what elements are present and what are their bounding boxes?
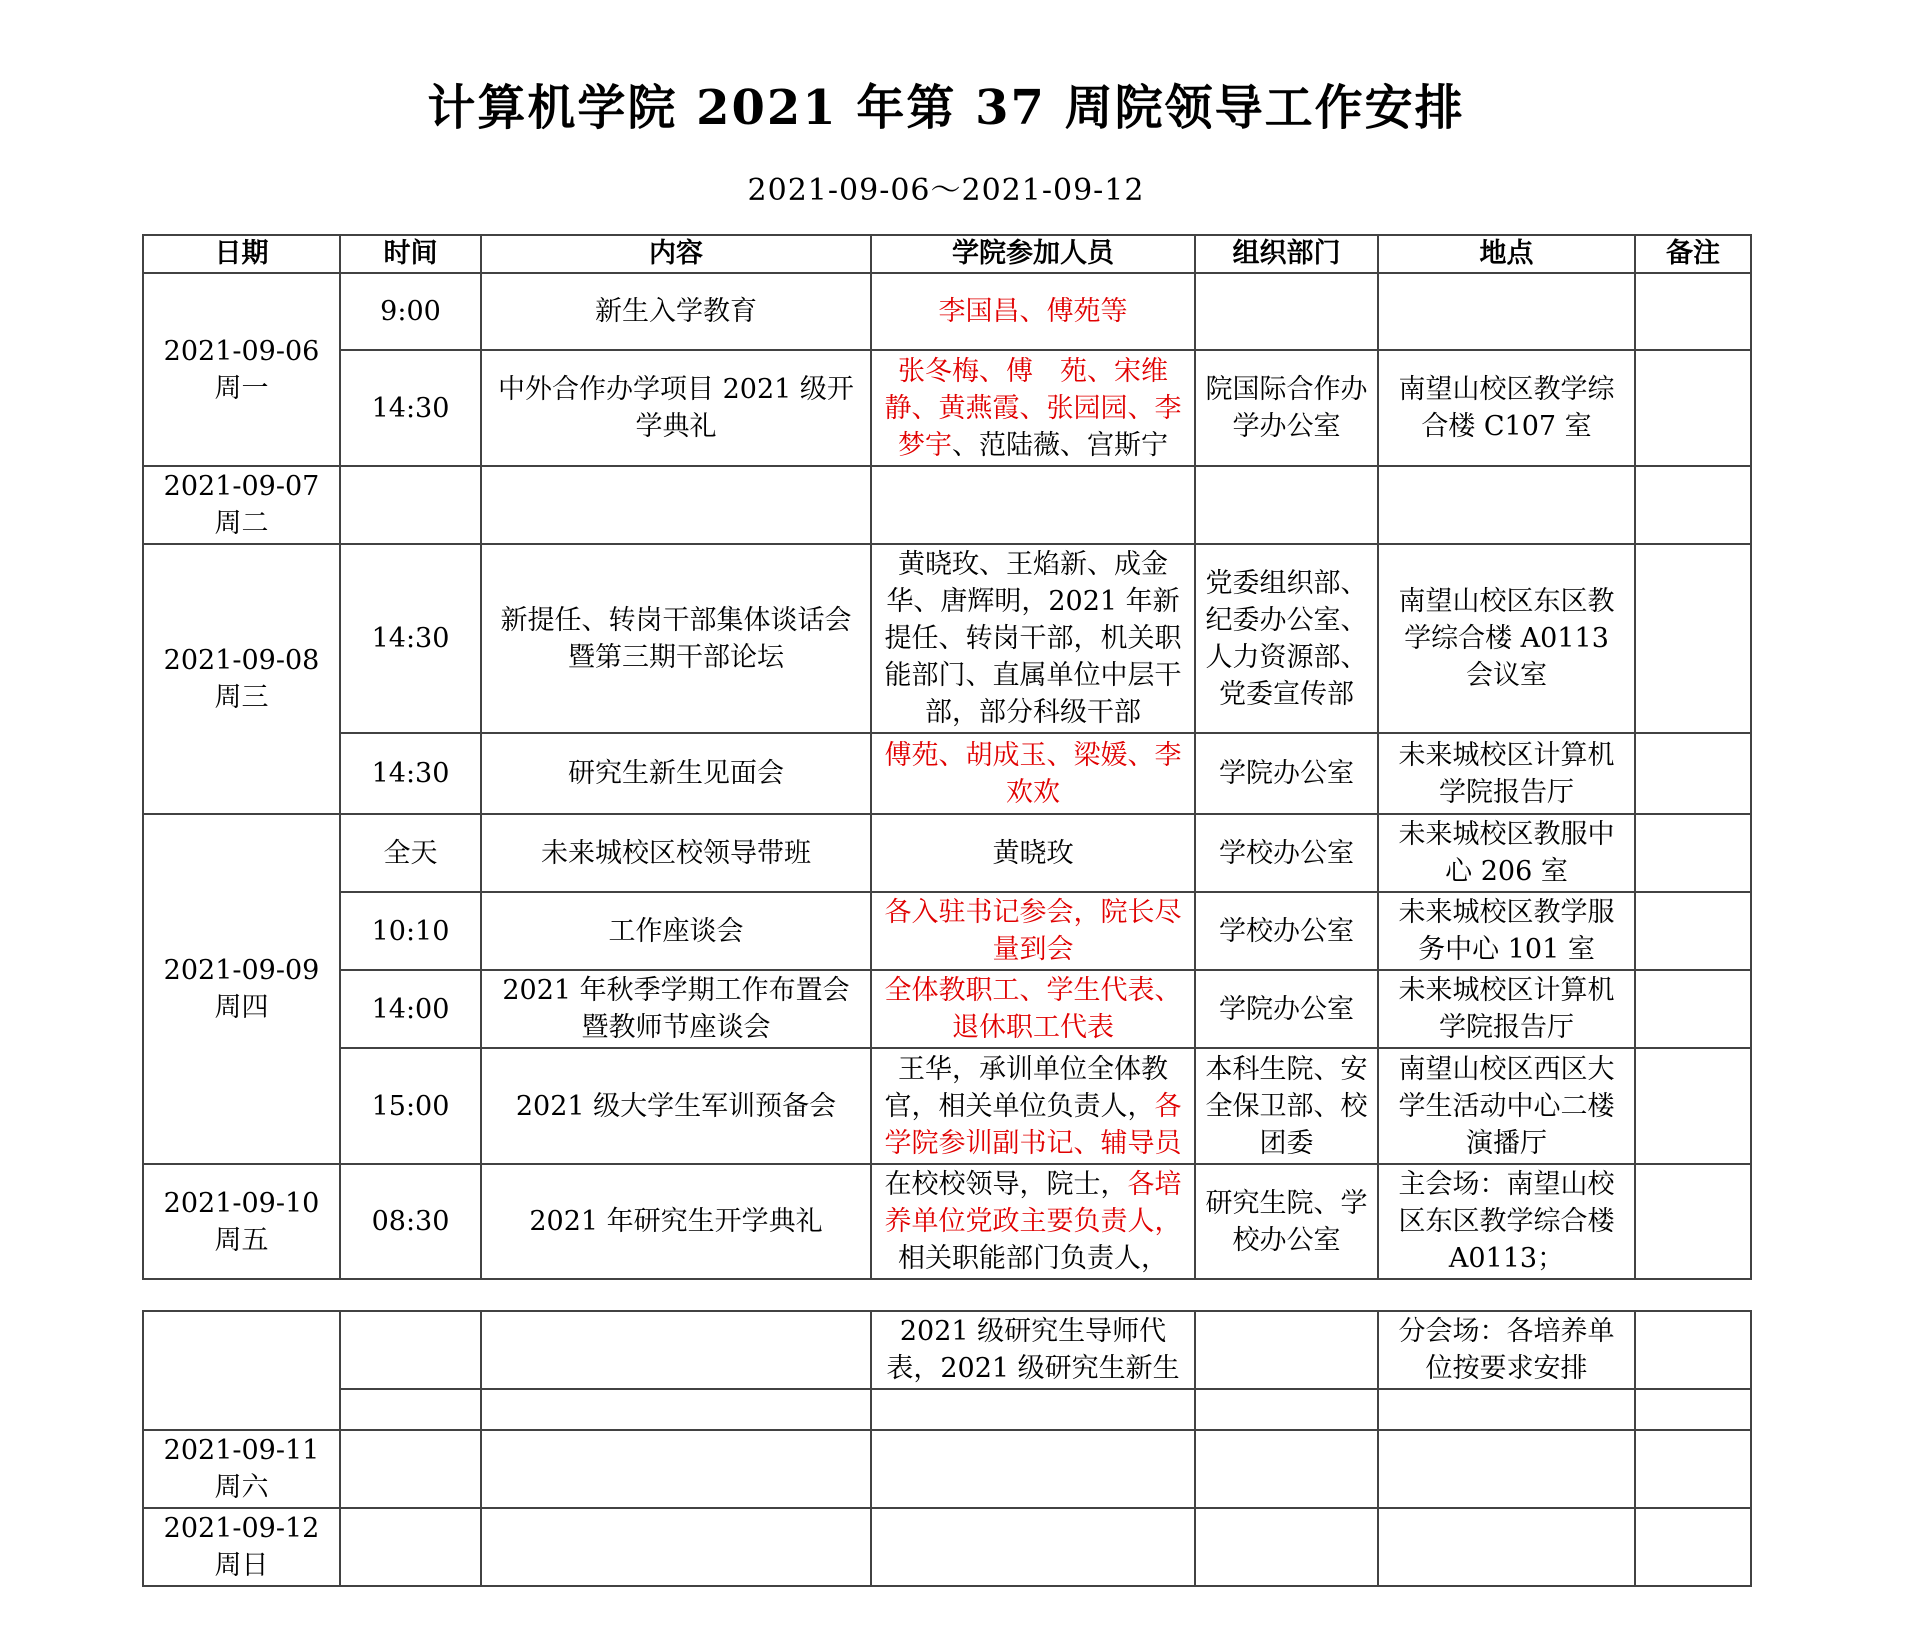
remark-cell [1635,1048,1751,1164]
location-cell: 未来城校区计算机学院报告厅 [1378,733,1635,814]
column-header: 内容 [481,235,871,273]
schedule-row [143,1508,1751,1586]
org-cell: 学院办公室 [1195,970,1378,1048]
location-cell [1378,1508,1635,1586]
org-cell: 研究生院、学校办公室 [1195,1164,1378,1279]
participants-cell [871,1389,1195,1430]
participants-cell [871,1164,1195,1279]
participants-text: 王华，承训单位全体教官，相关单位负责人， [884,1053,1168,1122]
participants-cell [871,1508,1195,1586]
participants-text: 相关职能部门负责人， [898,1243,1168,1274]
participants-cell [871,466,1195,544]
participants-cell [871,544,1195,733]
org-cell [1195,1311,1378,1389]
schedule-row [143,466,1751,544]
participants-text: 2021 级研究生导师代表，2021 级研究生新生 [886,1316,1180,1384]
remark-cell [1635,350,1751,466]
time-cell: 9:00 [340,273,481,350]
time-cell [340,1389,481,1430]
participants-cell [871,1311,1195,1389]
remark-cell [1635,970,1751,1048]
schedule-row [143,814,1751,892]
content-cell [481,1430,871,1508]
content-cell: 中外合作办学项目 2021 级开学典礼 [481,350,871,466]
content-cell [481,1389,871,1430]
column-header: 时间 [340,235,481,273]
remark-cell [1635,1389,1751,1430]
participants-cell [871,892,1195,970]
org-cell [1195,466,1378,544]
content-cell: 2021 级大学生军训预备会 [481,1048,871,1164]
participants-highlight: 各学院参训副书记、辅导员 [884,1090,1182,1159]
schedule-row [143,1389,1751,1430]
time-cell: 14:30 [340,544,481,733]
participants-cell [871,1430,1195,1508]
org-cell: 学校办公室 [1195,814,1378,892]
date-cell [143,273,340,466]
location-cell: 南望山校区东区教学综合楼 A0113 会议室 [1378,544,1635,733]
date-cell [143,466,340,544]
content-cell: 研究生新生见面会 [481,733,871,814]
org-cell: 本科生院、安全保卫部、校团委 [1195,1048,1378,1164]
location-cell [1378,1430,1635,1508]
column-header: 日期 [143,235,340,273]
time-cell [340,1508,481,1586]
participants-highlight: 全体教职工、学生代表、退休职工代表 [884,975,1182,1043]
participants-highlight: 各入驻书记参会，院长尽量到会 [884,897,1182,965]
org-cell: 党委组织部、纪委办公室、人力资源部、党委宣传部 [1195,544,1378,733]
date-cell [143,544,340,814]
date-cell [143,1311,340,1430]
date-text: 2021-09-06 [163,335,320,367]
schedule-table [142,234,1752,1280]
participants-highlight: 傅苑、胡成玉、梁媛、李欢欢 [884,739,1182,808]
weekday-text: 周日 [214,1550,269,1581]
remark-cell [1635,1508,1751,1586]
remark-cell [1635,1311,1751,1389]
schedule-row [143,970,1751,1048]
location-cell: 南望山校区教学综合楼 C107 室 [1378,350,1635,466]
participants-cell [871,273,1195,350]
participants-text: 、范陆薇、宫斯宁 [952,429,1168,461]
remark-cell [1635,466,1751,544]
content-cell: 2021 年秋季学期工作布置会暨教师节座谈会 [481,970,871,1048]
participants-cell [871,814,1195,892]
date-text: 2021-09-11 [163,1435,320,1466]
org-cell: 院国际合作办学办公室 [1195,350,1378,466]
location-cell: 未来城校区计算机学院报告厅 [1378,970,1635,1048]
location-cell: 分会场：各培养单位按要求安排 [1378,1311,1635,1389]
remark-cell [1635,544,1751,733]
schedule-row [143,1048,1751,1164]
schedule-row [143,273,1751,350]
location-cell [1378,466,1635,544]
content-cell [481,1508,871,1586]
location-cell: 南望山校区西区大学生活动中心二楼演播厅 [1378,1048,1635,1164]
weekday-text: 周三 [214,682,269,713]
page-title: 计算机学院 2021 年第 37 周院领导工作安排 [427,80,1465,136]
location-cell [1378,273,1635,350]
weekday-text: 周四 [214,992,269,1023]
org-cell [1195,273,1378,350]
org-cell [1195,1508,1378,1586]
remark-cell [1635,733,1751,814]
participants-text: 黄晓玫、王焰新、成金华、唐辉明，2021 年新提任、转岗干部，机关职能部门、直属单位中层干部，部分科级干部 [884,549,1182,728]
date-text: 2021-09-07 [163,471,320,502]
time-cell: 全天 [340,814,481,892]
remark-cell [1635,1430,1751,1508]
document-page [142,0,1750,1587]
participants-cell [871,1048,1195,1164]
time-cell [340,1430,481,1508]
column-header: 备注 [1635,235,1751,273]
column-header: 地点 [1378,235,1635,273]
date-text: 2021-09-12 [163,1513,320,1544]
participants-highlight: 张冬梅、傅 苑、宋维静、黄燕霞、张园园、李梦宇 [884,355,1182,461]
org-cell: 学院办公室 [1195,733,1378,814]
date-range: 2021-09-06～2021-09-12 [747,173,1145,208]
content-cell: 2021 年研究生开学典礼 [481,1164,871,1279]
content-cell: 未来城校区校领导带班 [481,814,871,892]
header-row [143,235,1751,273]
schedule-row [143,733,1751,814]
remark-cell [1635,273,1751,350]
participants-text: 在校校领导，院士， [884,1169,1128,1200]
time-cell [340,466,481,544]
schedule-row [143,544,1751,733]
date-cell [143,1164,340,1279]
participants-highlight: 李国昌、傅苑等 [938,296,1128,327]
location-cell: 未来城校区教服中心 206 室 [1378,814,1635,892]
time-cell: 14:00 [340,970,481,1048]
schedule-row [143,892,1751,970]
weekday-text: 周五 [214,1224,269,1256]
participants-cell [871,350,1195,466]
location-cell [1378,1389,1635,1430]
schedule-row [143,1430,1751,1508]
time-cell: 10:10 [340,892,481,970]
date-text: 2021-09-08 [163,645,320,676]
date-text: 2021-09-10 [163,1187,320,1219]
participants-cell [871,733,1195,814]
time-cell: 14:30 [340,733,481,814]
time-cell [340,1311,481,1389]
org-cell: 学校办公室 [1195,892,1378,970]
column-header: 组织部门 [1195,235,1378,273]
org-cell [1195,1389,1378,1430]
time-cell: 14:30 [340,350,481,466]
date-text: 2021-09-09 [163,955,320,986]
column-header: 学院参加人员 [871,235,1195,273]
time-cell: 15:00 [340,1048,481,1164]
date-cell [143,814,340,1164]
content-cell [481,1311,871,1389]
weekday-text: 周二 [214,508,269,539]
content-cell: 工作座谈会 [481,892,871,970]
content-cell: 新生入学教育 [481,273,871,350]
schedule-row [143,1311,1751,1389]
time-cell: 08:30 [340,1164,481,1279]
org-cell [1195,1430,1378,1508]
participants-text: 黄晓玫 [992,837,1074,869]
participants-highlight: 各培养单位党政主要负责人， [884,1169,1182,1237]
date-cell [143,1508,340,1586]
location-cell: 未来城校区教学服务中心 101 室 [1378,892,1635,970]
weekday-text: 周六 [214,1472,269,1503]
weekday-text: 周一 [214,372,269,404]
remark-cell [1635,892,1751,970]
content-cell [481,466,871,544]
location-cell: 主会场：南望山校区东区教学综合楼 A0113； [1378,1164,1635,1279]
content-cell: 新提任、转岗干部集体谈话会暨第三期干部论坛 [481,544,871,733]
schedule-row [143,1164,1751,1279]
date-cell [143,1430,340,1508]
participants-cell [871,970,1195,1048]
schedule-row [143,350,1751,466]
remark-cell [1635,814,1751,892]
remark-cell [1635,1164,1751,1279]
schedule-table-continued [142,1310,1752,1587]
